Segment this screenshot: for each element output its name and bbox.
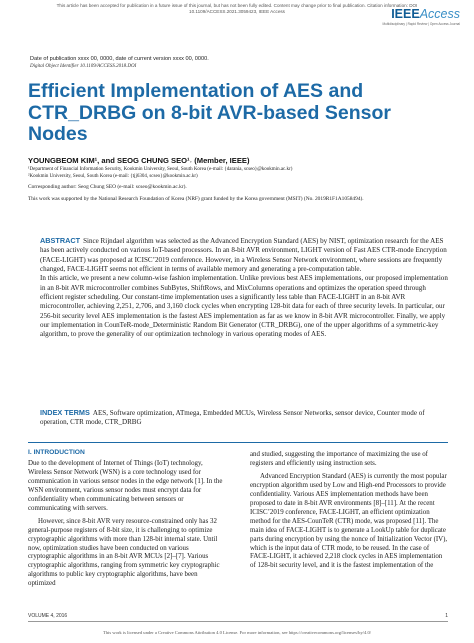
journal-logo <box>383 8 460 26</box>
paper-title-line1: Efficient Implementation of AES and <box>28 80 364 102</box>
publication-notice-line1: This article has been accepted for publication in a future issue of this journal, but has not been fully edited. Content may change prior to final publication. Citation information: DOI <box>56 3 418 8</box>
abstract-paragraph-1 <box>40 236 448 274</box>
journal-logo-italic: Access <box>419 7 460 21</box>
intro-right-column <box>250 451 448 575</box>
section-divider <box>28 442 448 443</box>
intro-heading: I. INTRODUCTION <box>28 449 85 456</box>
doi-identifier: Digital Object Identifier 10.1109/ACCESS.2018.DOI <box>30 64 137 69</box>
footer-page-number: 1 <box>445 613 448 619</box>
paper-title <box>28 81 448 146</box>
affiliation-2: ²Kookmin University, Seoul, South Korea (e-mail: {tjj6304, scseo}@kookmin.ac.kr) <box>28 174 198 179</box>
intro-paragraph-4: Advanced Encryption Standard (AES) is currently the most popular encryption algorithm used by Low and High-end Processors to provide confidentiality. Various AES implementation methods have been proposed to date in 8-bit AVR environments [8]–[11]. At the recent ICISC’2019 conference, FACE-LIGHT, an efficient optimization method for the AES-CounTeR (CTR) mode, was proposed [11]. The main idea of FACE-LIGHT is to generate a LookUp table for duplicate parts during encryption by using the nonce of Initialization Vector (IV), which is the input data of CTR mode, to be reused. In the case of FACE-LIGHT, it achieved 2,218 clock cycles in AES implementation of 128-bit security level, and it is the fastest implementation of the <box>250 472 448 570</box>
abstract-heading: ABSTRACT <box>40 236 81 245</box>
intro-paragraph-2: However, since 8-bit AVR very resource-constrained only has 32 general-purpose registers of 8-bit size, it is challenging to optimize cryptographic algorithms with more than 128-bit internal state. Until now, optimization studies have been conducted on various cryptographic algorithms in an 8-bit AVR MCUs [2]–[7]. Various cryptographic algorithms, ranging from symmetric key cryptographic algorithms to public key cryptographic algorithms, have been optimized <box>28 517 220 588</box>
intro-left-column <box>28 449 226 593</box>
index-terms-heading: INDEX TERMS <box>40 408 90 417</box>
footer-volume: VOLUME 4, 2016 <box>28 613 68 619</box>
funding-statement: This work was supported by the National Research Foundation of Korea (NRF) grant funded by the Korea government (MSIT) (No. 2019R1F1A1058494). <box>28 196 364 202</box>
footer-rule <box>28 621 448 622</box>
intro-paragraph-1: Due to the development of Internet of Things (IoT) technology, Wireless Sensor Network (WSN) is a core technology used for communication in various sensor nodes in the edge network [1]. In the WSN environment, various sensor nodes must encrypt data for confidentiality when communicating between sensors or communicating with servers. <box>28 459 223 512</box>
publication-notice-line2: 10.1109/ACCESS.2021.3059423, IEEE Access <box>189 9 285 15</box>
abstract-text-1: Since Rijndael algorithm was selected as the Advanced Encryption Standard (AES) by NIST, optimization research for the AES has been actively conducted on various IoT-based processors. In an 8-bit AVR environment, LIGHT version of Fast AES CTR-mode Encryption (FACE-LIGHT) was proposed at ICISC’2019 conference. However, in a Wireless Sensor Network environment, where sessions are frequently changed, FACE-LIGHT seems not efficient in terms of available memory and generating a pre-computation table. <box>40 237 447 274</box>
footer-license: This work is licensed under a Creative Commons Attribution 4.0 License. For more information, see https://creativecommons.org/licenses/by/4.0/ <box>102 630 372 635</box>
paper-title-line3: Nodes <box>28 123 88 145</box>
index-terms-text: AES, Software optimization, ATmega, Embedded MCUs, Wireless Sensor Networks, sensor device, Counter mode of operation, CTR mode, CTR_DRBG <box>40 409 425 427</box>
paper-title-line2: CTR_DRBG on 8-bit AVR-based Sensor <box>28 101 391 124</box>
abstract-paragraph-2: In this article, we present a new column-wise fashion implementation. Unlike previous best AES implementations, our proposed implementation in an 8-bit AVR microcontroller combines SubBytes, ShiftRows, and MixColumns operations and optimizes the operation speed through efficient register scheduling. Our constant-time implementation uses a significantly less table than FACE-LIGHT in an 8-bit AVR microcontroller, achieving 2,251, 2,706, and 3,160 clock cycles when encrypting 128-bit data for each of three security levels. In particular, our 256-bit security level AES implementation is the fastest AES implementation as far as we know in 8-bit AVR microcontroller. Finally, we apply our implementation in CounTeR-mode_Deterministic Random Bit Generator (CTR_DRBG), one of the upper algorithms of a symmetric-key algorithm, to prove the generality of our optimization technology in various operating modes of AES. <box>40 274 448 339</box>
intro-paragraph-3: and studied, suggesting the importance of maximizing the use of registers and efficiently using instruction sets. <box>250 451 428 467</box>
affiliation-1: ¹Department of Financial Information Security, Kookmin University, Seoul, South Korea (e-mail: {darania, scseo}@kookmin.ac.kr) <box>28 167 293 172</box>
publication-date: Date of publication xxxx 00, 0000, date of current version xxxx 00, 0000. <box>30 56 209 62</box>
index-terms-section <box>40 408 448 428</box>
corresponding-author: Corresponding author: Seog Chung SEO (e-mail: scseo@kookmin.ac.kr). <box>28 184 187 190</box>
journal-tagline: Multidisciplinary | Rapid Review | Open Access Journal <box>382 22 460 26</box>
journal-logo-text <box>383 8 460 21</box>
abstract-section <box>40 236 448 340</box>
journal-logo-bold: IEEE <box>391 7 420 21</box>
author-list: YOUNGBEOM KIM¹, and SEOG CHUNG SEO¹˒ (Member, IEEE) <box>28 156 250 165</box>
